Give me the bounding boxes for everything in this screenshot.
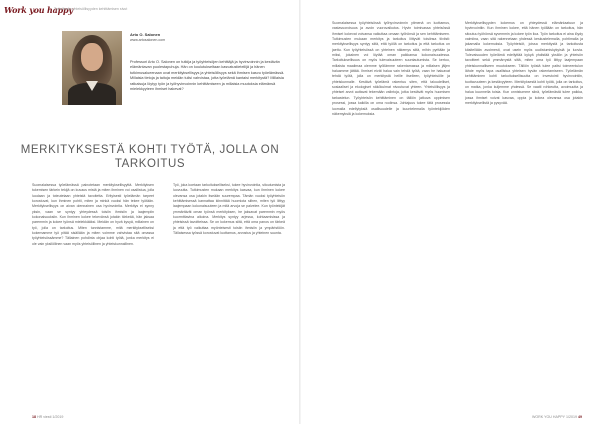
body-column-4 <box>465 21 583 407</box>
left-page-number: 18 <box>32 415 36 419</box>
article-headline: MERKITYKSESTÄ KOHTI TYÖTÄ, JOLLA ON TARKOITUS <box>20 144 280 170</box>
left-footer-text: HR viesti 1/2019 <box>37 415 64 419</box>
author-photo <box>62 31 122 105</box>
column-2-text: Työ, joka koetaan tarkoitukselliseksi, tukee hyvinvointia, sitoutumista ja luovuutta. Tutkimusten mukaan merkitys kasvaa, kun ihminen kokee olevansa osa jotakin itseään suurempaa. Tämän vuoksi työyhteisön kehittämisessä kannattaa kiinnittää huomiota siihen, miten työ liittyy laajempaan kokonaisuuteen ja mitä arvoja se palvelee. Kun työntekijät ymmärtävät oman työnsä merkityksen, he jaksavat paremmin myös kuormittavina aikoina. Merkitys syntyy arjessa, kohtaamisissa ja yhteisissä tavoitteissa. Se on kokemus siitä, että oma panos on tärkeä ja että työ vaikuttaa myönteisesti toisiin ihmisiin ja ympäristöön. Tällaisessa työssä korostuvat luottamus, arvostus ja yhteinen suunta. <box>173 183 285 236</box>
right-page-number: 49 <box>578 415 582 419</box>
footer-right <box>532 415 582 419</box>
column-1-text: Suomalaisessa työelämässä painotetaan merkityksellisyyttä. Merkityksen tukemisen tärkein tekijä on kuvaus mistä ja miten ihminen voi osallistua, jolla luodaan ja toteutetaan yhteistä tavoitetta. Erityisesti työelämän tarpeet korostuvat, kun ihminen pohtii, miten ja minkä vuoksi hän tekee työtään. Merkityksellisyys on aivan olennainen osa hyvinvointia. Merkitys ei synny yksin, vaan se syntyy yhteydessä toisiin ihmisiin ja laajempiin kokonaisuuksiin. Kun ihminen kokee tekevänsä jotakin tärkeää, hän jaksaa paremmin ja kokee työnsä mielekkääksi. Meidän on hyvä kysyä, millainen on työ, jolla on tarkoitus. Miten tunnistamme, mitä merkitykselliseksi kokemamme työ pitää sisällään ja miten voimme vahvistaa sitä omassa työyhteisössämme? Tällainen pohdinta ohjaa kohti työtä, jonka merkitys ei ole vain yksilöllinen vaan myös yhteisöllinen ja yhteiskunnallinen. <box>32 183 154 246</box>
column-4-text: Merkityksellisyyden kokemus on yhteydessä elämänlaatuun ja hyvinvointiin. Kun ihminen kokee, että hänen työllään on tarkoitus, hän sitoutuu työhönsä syvemmin ja kokee työn iloa. Työn tarkoitus ei aina löydy valmiina, vaan sitä rakennetaan yhdessä keskustelemalla, pohtimalla ja jakamalla kokemuksia. Työyhteisöt, joissa merkitystä ja tarkoitusta käsitellään avoimesti, ovat usein myös uudistumiskykyisiä ja luovia. Tulevaisuuden työelämä edellyttää kykyä yhdistää yksilön ja yhteisön tavoitteet sekä ymmärrystä siitä, miten oma työ liittyy laajempaan yhteiskunnalliseen muutokseen. Tällöin työstä tulee paitsi toimeentulon lähde myös tapa osallistua yhteisen hyvän rakentamiseen. Työelämän kehittäminen kohti tarkoituksellisuutta on investointi hyvinvointiin, tuottavuuteen ja kestävyyteen. Merkityksestä kohti työtä, jolla on tarkoitus, on matka, jonka kuljemme yhdessä. Se vaatii rohkeutta, avoimuutta ja halua kuunnella toisia. Kun onnistumme siinä, työelämästä tulee paikka, jossa ihmiset voivat kasvaa, oppia ja kokea olevansa osa jotakin merkityksellistä ja pysyvää. <box>465 21 583 106</box>
body-column-1 <box>32 183 154 405</box>
author-face <box>81 43 103 71</box>
header-tagline: Työelämän yhteisöllisyyden kehittämisen sivut <box>54 7 128 11</box>
body-column-2 <box>173 183 285 405</box>
magazine-logo: Work you happy <box>4 5 73 15</box>
footer-left <box>32 415 63 419</box>
author-bio: Professori Arto O. Salonen on tutkija ja työyhteisöjen kehittäjä ja hyvinvoinnin ja kestävän elämäntavan puolestapuhuja. Hän on koulutukseltaan kasvatustieteilijä ja hänen tutkimusalueenaan ovat merkityksellisyys ja yhteisöllisyys sekä ihmisen kasvu työelämässä. Millaisia tietoja ja taitoja meidän tulisi vahvistaa, jotta työelämä kantaisi merkitystä? Millaisia ratkaisuja löytyy työn ja työhyvinvoinnin kehittämiseen ja millaisia muutoksia elämänsä mielekkyyteen ihmiset hakevat? <box>130 60 285 92</box>
author-name: Arto O. Salonen <box>130 32 161 37</box>
body-column-3 <box>332 21 450 407</box>
column-3-text: Suomalaisessa työyhteisössä työhyvinvoinnin ytimenä on luottamus, vastavuoroisuus ja avoin vuorovaikutus. Hyvin toimivassa yhteisössä ihmiset kokevat voivansa vaikuttaa omaan työhönsä ja sen kehittämiseen. Tutkimusten mukaan merkitys ja tarkoitus liittyvät toisiinsa tiiviisti: merkityksellisyys syntyy siitä, että työllä on tarkoitus ja että tarkoitus on jaettu. Kun työyhteisössä on yhteinen näkemys siitä, mihin pyritään ja miksi, jokainen voi löytää oman paikkansa kokonaisuudessa. Tarkoituksellisuus on myös tulevaisuuteen suuntautumista. Se kertoo, millaista maailmaa olemme työllämme rakentamassa ja millaisen jäljen haluamme jättää. Ihmiset eivät halua vain tehdä työtä, vaan he haluavat tehdä työtä, jolla on merkitystä heille itselleen, työyhteisölle ja yhteiskunnalle. Kestävä työelämä rakentuu siten, että taloudelliset, sosiaaliset ja ekologiset näkökulmat nivoutuvat yhteen. Yhteisöllisyys ja yhteiset arvot auttavat tekemään valintoja, jotka kestävät myös huomisen tarkastelun. Työyhteisön kehittäminen on tällöin jatkuva oppimisen prosessi, jossa kaikilla on oma roolinsa. Johtajuus tukee tätä prosessia luomalla edellytyksiä osallisuudelle ja kuuntelemalla työntekijöiden näkemyksiä ja kokemuksia. <box>332 21 450 116</box>
right-footer-text: WORK YOU HAPPY 1/2019 <box>531 415 577 419</box>
page-gutter <box>299 0 301 424</box>
author-url[interactable]: www.artosalonen.com <box>130 38 166 42</box>
